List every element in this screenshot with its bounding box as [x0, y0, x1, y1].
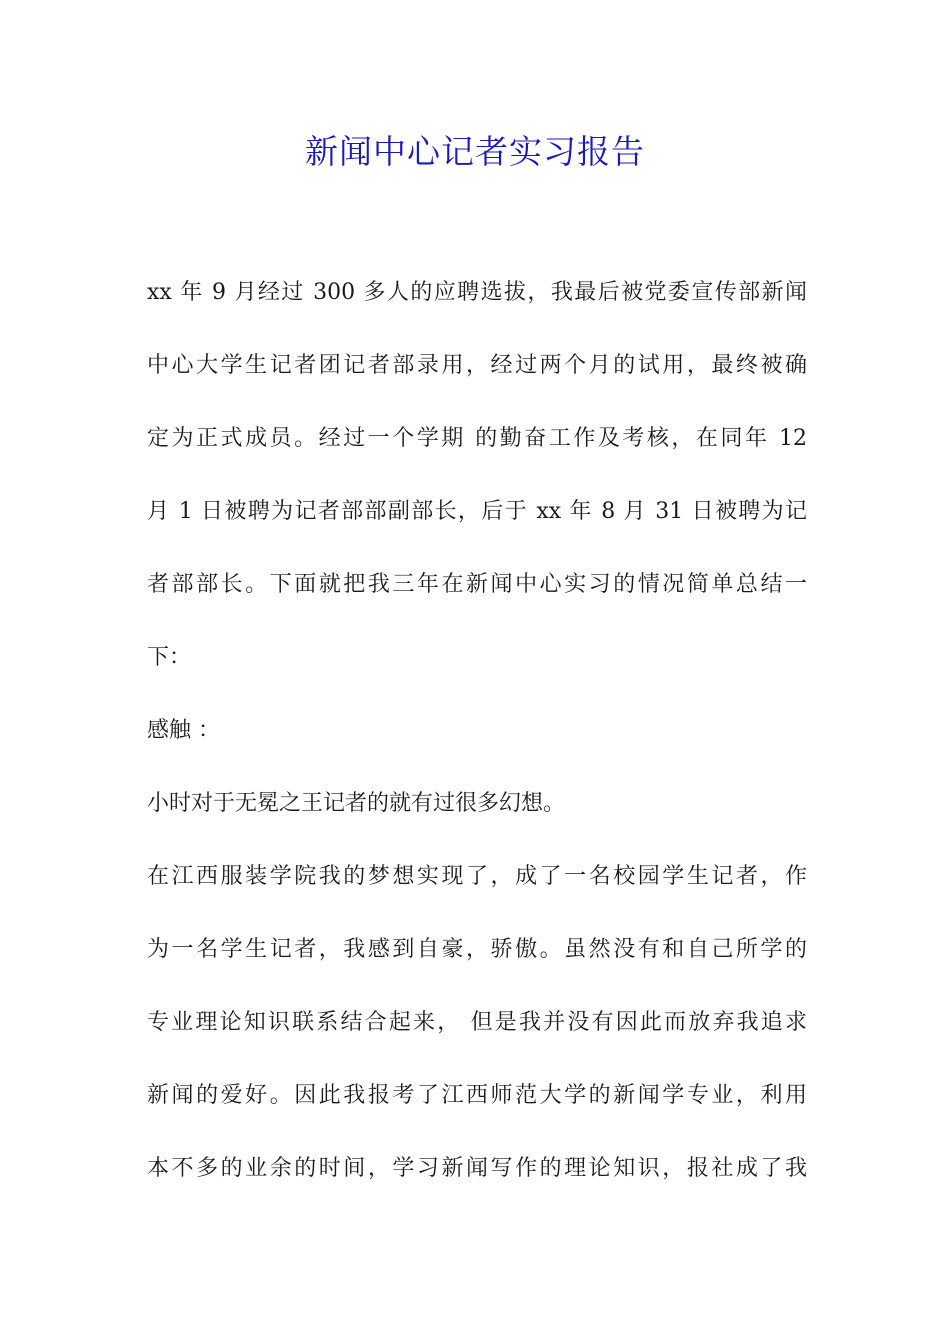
paragraph-line-9: 在江西服装学院我的梦想实现了，成了一名校园学生记者，作	[147, 864, 807, 889]
paragraph-line-11: 专业理论知识联系结合起来， 但是我并没有因此而放弃我追求	[147, 1010, 807, 1035]
paragraph-line-5: 者部部长。下面就把我三年在新闻中心实习的情况简单总结一	[147, 572, 807, 597]
paragraph-line-3: 定为正式成员。经过一个学期 的勤奋工作及考核，在同年 12	[147, 426, 807, 451]
document-title: 新闻中心记者实习报告	[305, 132, 645, 171]
paragraph-line-2: 中心大学生记者团记者部录用，经过两个月的试用，最终被确	[147, 353, 807, 378]
paragraph-line-8: 小时对于无冕之王记者的就有过很多幻想。	[147, 791, 566, 816]
paragraph-line-13: 本不多的业余的时间，学习新闻写作的理论知识，报社成了我	[147, 1156, 807, 1181]
paragraph-line-4: 月 1 日被聘为记者部部副部长，后于 xx 年 8 月 31 日被聘为记	[147, 499, 807, 524]
paragraph-line-6: 下：	[147, 645, 192, 670]
section-heading-feelings: 感触 ：	[147, 718, 220, 743]
paragraph-line-12: 新闻的爱好。因此我报考了江西师范大学的新闻学专业，利用	[147, 1083, 807, 1108]
paragraph-line-1: xx 年 9 月经过 300 多人的应聘选拔，我最后被党委宣传部新闻	[147, 280, 807, 305]
document-body	[147, 256, 807, 1205]
paragraph-line-10: 为一名学生记者，我感到自豪，骄傲。虽然没有和自己所学的	[147, 937, 807, 962]
